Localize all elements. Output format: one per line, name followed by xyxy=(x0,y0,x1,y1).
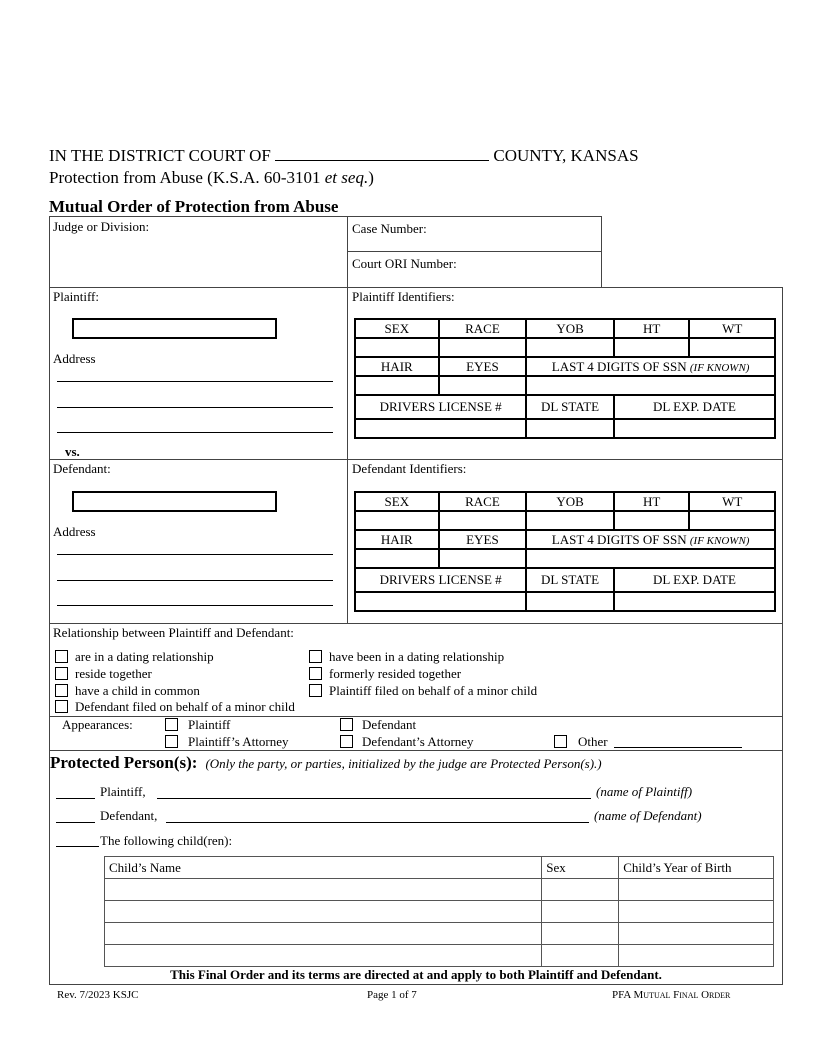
footer-page: Page 1 of 7 xyxy=(367,989,417,1001)
hdr-eyes: EYES xyxy=(439,530,527,549)
checkbox-appear-defendant[interactable] xyxy=(340,718,353,731)
child-sex-input[interactable] xyxy=(542,923,619,945)
child-sex-input[interactable] xyxy=(542,901,619,923)
child-sex-input[interactable] xyxy=(542,879,619,901)
plaintiff-address-label: Address xyxy=(53,351,96,366)
hdr-hair: HAIR xyxy=(355,357,439,376)
statute-prefix: Protection from Abuse (K.S.A. 60-3101 xyxy=(49,168,325,187)
table-row xyxy=(105,901,774,923)
appearances-label: Appearances: xyxy=(62,717,133,732)
statute-italic: et seq. xyxy=(324,168,369,187)
hdr-ssn xyxy=(526,530,775,549)
defendant-sex-input[interactable] xyxy=(355,511,439,530)
child-name-input[interactable] xyxy=(105,945,542,967)
court-ori-label: Court ORI Number: xyxy=(352,256,457,271)
vs-label: vs. xyxy=(65,444,80,459)
hdr-dl-state: DL STATE xyxy=(526,568,614,592)
hdr-eyes: EYES xyxy=(439,357,527,376)
checkbox-plaintiff-minor[interactable] xyxy=(309,684,322,697)
plaintiff-label: Plaintiff: xyxy=(53,289,99,304)
protected-title: Protected Person(s): xyxy=(50,753,198,772)
defendant-identifiers-table xyxy=(354,491,776,612)
plaintiff-name-input[interactable] xyxy=(72,318,277,339)
appear-plaintiff-attorney-label: Plaintiff’s Attorney xyxy=(188,734,289,749)
child-name-input[interactable] xyxy=(105,901,542,923)
hdr-ssn-note: (IF KNOWN) xyxy=(689,534,750,547)
children-table xyxy=(104,856,774,967)
hdr-dl-exp: DL EXP. DATE xyxy=(614,395,775,419)
hdr-dl-exp: DL EXP. DATE xyxy=(614,568,775,592)
court-prefix: IN THE DISTRICT COURT OF xyxy=(49,146,271,165)
appear-defendant-label: Defendant xyxy=(362,717,417,732)
hdr-ssn-note: (IF KNOWN) xyxy=(689,361,750,374)
checkbox-formerly-resided[interactable] xyxy=(309,667,322,680)
county-blank[interactable] xyxy=(275,146,489,161)
hdr-dl-number: DRIVERS LICENSE # xyxy=(355,395,526,419)
protected-defendant-name-blank[interactable] xyxy=(166,822,589,823)
checkbox-defendant-minor[interactable] xyxy=(55,700,68,713)
hdr-ht: HT xyxy=(614,492,690,511)
defendant-address-line-3[interactable] xyxy=(57,605,333,606)
appear-other-label: Other xyxy=(578,734,608,749)
child-yob-input[interactable] xyxy=(619,879,774,901)
defendant-dl-number-input[interactable] xyxy=(355,592,526,611)
protected-plaintiff-note: (name of Plaintiff) xyxy=(596,784,693,799)
case-number-label: Case Number: xyxy=(352,221,427,236)
table-row xyxy=(105,945,774,967)
hdr-race: RACE xyxy=(439,492,527,511)
defendant-address-line-1[interactable] xyxy=(57,554,333,555)
protected-note: (Only the party, or parties, initialized by the judge are Protected Person(s).) xyxy=(205,756,602,771)
defendant-name-input[interactable] xyxy=(72,491,277,512)
option-dating: are in a dating relationship xyxy=(75,649,214,664)
defendant-wt-input[interactable] xyxy=(689,511,775,530)
checkbox-former-dating[interactable] xyxy=(309,650,322,663)
defendant-initial-blank[interactable] xyxy=(56,822,95,823)
plaintiff-address-line-2[interactable] xyxy=(57,407,333,408)
plaintiff-ht-input[interactable] xyxy=(614,338,690,357)
plaintiff-race-input[interactable] xyxy=(439,338,527,357)
defendant-identifiers-label: Defendant Identifiers: xyxy=(352,461,467,476)
children-initial-blank[interactable] xyxy=(56,846,99,847)
plaintiff-ssn-input[interactable] xyxy=(526,376,775,395)
hdr-wt: WT xyxy=(689,492,775,511)
plaintiff-initial-blank[interactable] xyxy=(56,798,95,799)
checkbox-child-in-common[interactable] xyxy=(55,684,68,697)
defendant-ht-input[interactable] xyxy=(614,511,690,530)
hdr-ht: HT xyxy=(614,319,690,338)
protected-defendant-label: Defendant, xyxy=(100,808,158,823)
defendant-dl-exp-input[interactable] xyxy=(614,592,775,611)
footer-revision: Rev. 7/2023 KSJC xyxy=(57,989,139,1001)
statute-suffix: ) xyxy=(368,168,374,187)
defendant-cell xyxy=(49,459,348,624)
statute-line xyxy=(49,168,374,188)
hdr-ssn xyxy=(526,357,775,376)
checkbox-appear-plaintiff[interactable] xyxy=(165,718,178,731)
checkbox-dating[interactable] xyxy=(55,650,68,663)
appear-other-blank[interactable] xyxy=(614,747,742,748)
plaintiff-dl-number-input[interactable] xyxy=(355,419,526,438)
child-yob-input[interactable] xyxy=(619,923,774,945)
plaintiff-eyes-input[interactable] xyxy=(439,376,527,395)
children-label: The following child(ren): xyxy=(100,833,233,848)
plaintiff-wt-input[interactable] xyxy=(689,338,775,357)
hdr-dl-number: DRIVERS LICENSE # xyxy=(355,568,526,592)
table-row xyxy=(105,923,774,945)
child-yob-input[interactable] xyxy=(619,945,774,967)
defendant-eyes-input[interactable] xyxy=(439,549,527,568)
hdr-sex: SEX xyxy=(355,319,439,338)
option-child-in-common: have a child in common xyxy=(75,683,200,698)
checkbox-reside-together[interactable] xyxy=(55,667,68,680)
hdr-yob: YOB xyxy=(526,319,614,338)
plaintiff-identifiers-label: Plaintiff Identifiers: xyxy=(352,289,455,304)
table-row xyxy=(105,879,774,901)
child-name-input[interactable] xyxy=(105,879,542,901)
plaintiff-dl-exp-input[interactable] xyxy=(614,419,775,438)
defendant-address-line-2[interactable] xyxy=(57,580,333,581)
hdr-wt: WT xyxy=(689,319,775,338)
checkbox-appear-defendant-attorney[interactable] xyxy=(340,735,353,748)
footer-form-name: PFA Mutual Final Order xyxy=(612,989,731,1001)
child-yob-input[interactable] xyxy=(619,901,774,923)
appear-plaintiff-label: Plaintiff xyxy=(188,717,231,732)
hdr-race: RACE xyxy=(439,319,527,338)
defendant-dl-state-input[interactable] xyxy=(526,592,614,611)
child-name-input[interactable] xyxy=(105,923,542,945)
protected-heading xyxy=(50,753,602,773)
option-plaintiff-minor: Plaintiff filed on behalf of a minor child xyxy=(329,683,538,698)
court-line xyxy=(49,146,639,166)
plaintiff-hair-input[interactable] xyxy=(355,376,439,395)
judge-label: Judge or Division: xyxy=(53,219,150,234)
option-reside-together: reside together xyxy=(75,666,152,681)
hdr-ssn-text: LAST 4 DIGITS OF SSN xyxy=(551,358,690,374)
child-sex-input[interactable] xyxy=(542,945,619,967)
defendant-race-input[interactable] xyxy=(439,511,527,530)
appear-defendant-attorney-label: Defendant’s Attorney xyxy=(362,734,474,749)
protected-plaintiff-label: Plaintiff, xyxy=(100,784,146,799)
child-name-header: Child’s Name xyxy=(105,857,542,879)
plaintiff-yob-input[interactable] xyxy=(526,338,614,357)
child-sex-header: Sex xyxy=(542,857,619,879)
checkbox-appear-other[interactable] xyxy=(554,735,567,748)
protected-defendant-note: (name of Defendant) xyxy=(594,808,702,823)
defendant-ssn-input[interactable] xyxy=(526,549,775,568)
hdr-ssn-text: LAST 4 DIGITS OF SSN xyxy=(551,531,690,547)
plaintiff-dl-state-input[interactable] xyxy=(526,419,614,438)
option-defendant-minor: Defendant filed on behalf of a minor child xyxy=(75,699,295,714)
plaintiff-address-line-3[interactable] xyxy=(57,432,333,433)
hdr-hair: HAIR xyxy=(355,530,439,549)
final-statement: This Final Order and its terms are directed at and apply to both Plaintiff and Defendant. xyxy=(170,967,662,982)
court-suffix: COUNTY, KANSAS xyxy=(493,146,639,165)
hdr-yob: YOB xyxy=(526,492,614,511)
form-title: Mutual Order of Protection from Abuse xyxy=(49,197,339,216)
protected-plaintiff-name-blank[interactable] xyxy=(157,798,591,799)
checkbox-appear-plaintiff-attorney[interactable] xyxy=(165,735,178,748)
child-yob-header: Child’s Year of Birth xyxy=(619,857,774,879)
hdr-sex: SEX xyxy=(355,492,439,511)
plaintiff-identifiers-table xyxy=(354,318,776,439)
defendant-hair-input[interactable] xyxy=(355,549,439,568)
plaintiff-sex-input[interactable] xyxy=(355,338,439,357)
option-former-dating: have been in a dating relationship xyxy=(329,649,505,664)
option-formerly-resided: formerly resided together xyxy=(329,666,462,681)
hdr-dl-state: DL STATE xyxy=(526,395,614,419)
defendant-address-label: Address xyxy=(53,524,96,539)
plaintiff-address-line-1[interactable] xyxy=(57,381,333,382)
plaintiff-cell xyxy=(49,287,348,460)
defendant-yob-input[interactable] xyxy=(526,511,614,530)
defendant-label: Defendant: xyxy=(53,461,111,476)
relationship-label: Relationship between Plaintiff and Defendant: xyxy=(53,625,294,640)
